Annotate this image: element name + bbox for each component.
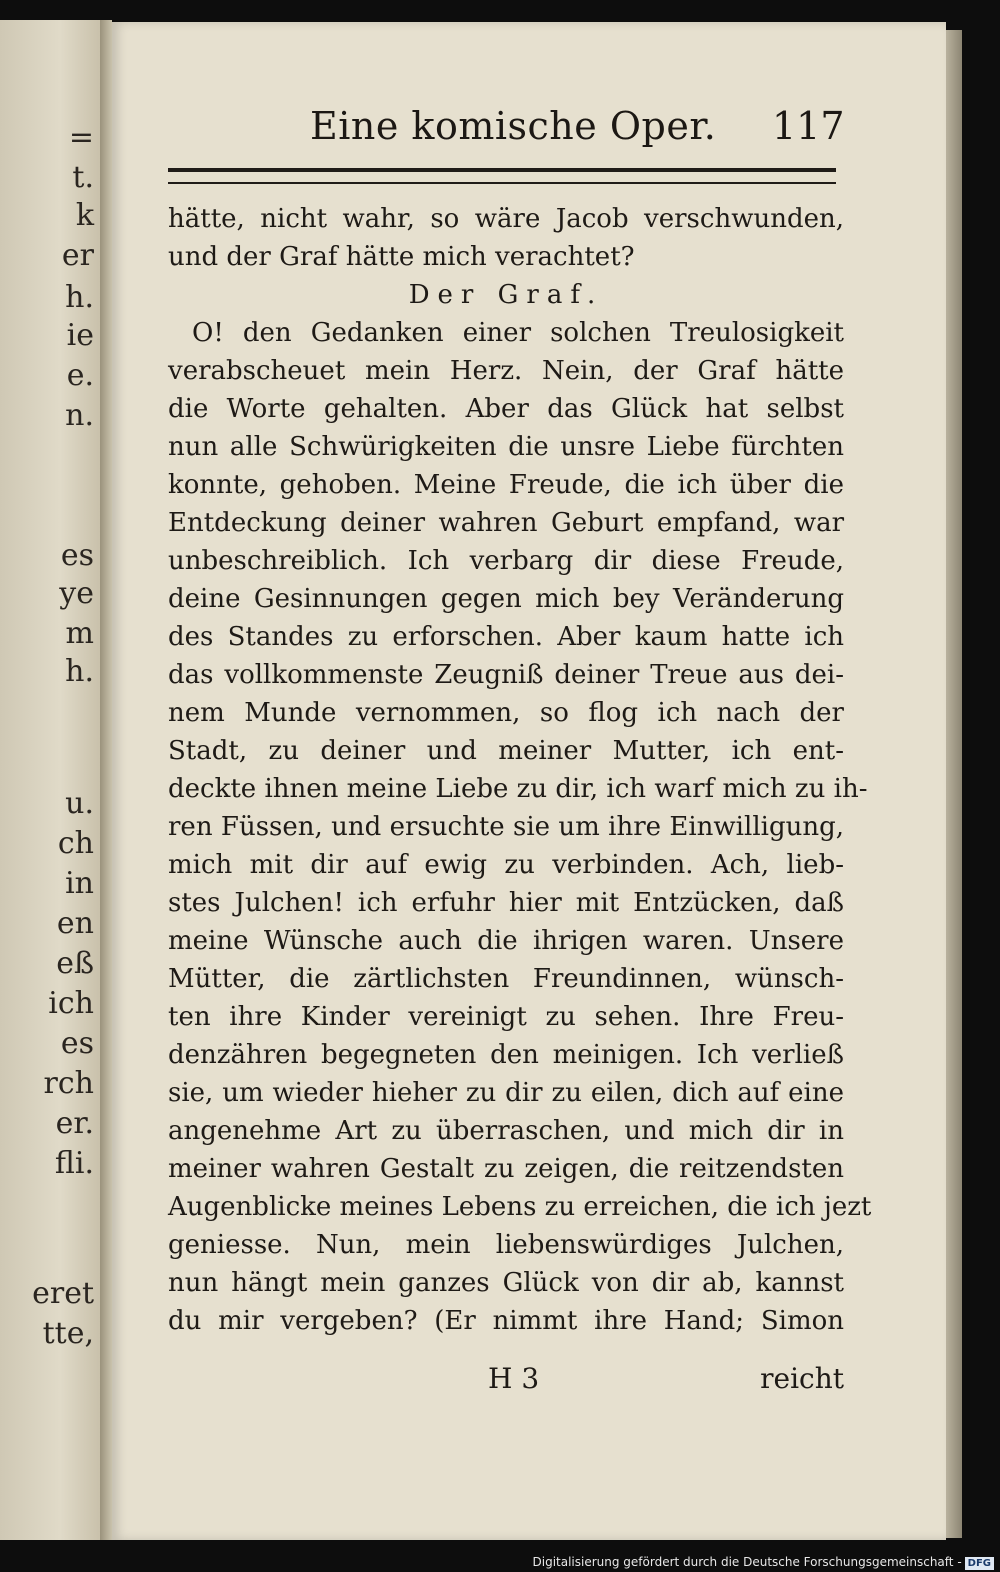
left-page-text-fragment: er. (55, 1106, 94, 1141)
header-rule (168, 168, 836, 184)
text-line: geniesse. Nun, mein liebenswürdiges Julchen, (168, 1230, 844, 1260)
left-page-text-fragment: ie (66, 318, 94, 353)
running-title: Eine komische Oper. (310, 104, 717, 148)
left-page-text-fragment: ich (48, 986, 94, 1021)
page-header (112, 104, 946, 154)
text-line: deckte ihnen meine Liebe zu dir, ich warf mich zu ih- (168, 774, 868, 804)
text-line: Augenblicke meines Lebens zu erreichen, die ich jezt (168, 1192, 872, 1222)
left-page-text-fragment: fli. (54, 1146, 94, 1181)
left-page-text-fragment: u. (65, 786, 94, 821)
left-page-text-fragment: = (68, 120, 94, 155)
catchword: reicht (760, 1362, 844, 1395)
text-line: mich mit dir auf ewig zu verbinden. Ach, lieb- (168, 850, 844, 880)
text-line: des Standes zu erforschen. Aber kaum hatte ich (168, 622, 844, 652)
page-edge (946, 30, 962, 1538)
text-line: die Worte gehalten. Aber das Glück hat selbst (168, 394, 844, 424)
text-line: O! den Gedanken einer solchen Treulosigkeit (192, 318, 844, 348)
dfg-logo: DFG (965, 1557, 994, 1570)
text-line: stes Julchen! ich erfuhr hier mit Entzücken, daß (168, 888, 844, 918)
left-page-text-fragment: in (65, 866, 94, 901)
text-line: und der Graf hätte mich verachtet? (168, 242, 635, 272)
text-line: verabscheuet mein Herz. Nein, der Graf hätte (168, 356, 844, 386)
left-page-text-fragment: m (65, 616, 94, 651)
page-number: 117 (772, 104, 845, 148)
text-line: sie, um wieder hieher zu dir zu eilen, dich auf eine (168, 1078, 844, 1108)
body-text (168, 200, 872, 1340)
left-page-text-fragment: tte, (42, 1316, 94, 1351)
credit-text: Digitalisierung gefördert durch die Deutsche Forschungsgemeinschaft - (532, 1555, 962, 1569)
left-page-text-fragment: er (61, 238, 94, 273)
left-page-text-fragment: eret (32, 1276, 94, 1311)
text-line: Mütter, die zärtlichsten Freundinnen, wünsch- (168, 964, 844, 994)
left-page-text-fragment: e. (66, 358, 94, 393)
left-page-text-fragment: rch (43, 1066, 94, 1101)
text-line: nun hängt mein ganzes Glück von dir ab, kannst (168, 1268, 844, 1298)
text-line: meiner wahren Gestalt zu zeigen, die reitzendsten (168, 1154, 844, 1184)
text-line: du mir vergeben? (Er nimmt ihre Hand; Simon (168, 1306, 844, 1336)
left-page-text-fragment: t. (72, 160, 94, 195)
text-line: nem Munde vernommen, so flog ich nach der (168, 698, 844, 728)
left-page-text-fragment: n. (65, 398, 94, 433)
left-page-text-fragment: h. (65, 280, 94, 315)
text-line: konnte, gehoben. Meine Freude, die ich über die (168, 470, 844, 500)
signature-mark: H 3 (488, 1362, 540, 1395)
page-footer (168, 1362, 844, 1402)
text-line: hätte, nicht wahr, so wäre Jacob verschwunden, (168, 204, 844, 234)
digitization-credit (533, 1555, 995, 1570)
text-line: angenehme Art zu überraschen, und mich dir in (168, 1116, 844, 1146)
text-line: unbeschreiblich. Ich verbarg dir diese Freude, (168, 546, 844, 576)
left-page-fragment (0, 20, 100, 1540)
text-line: deine Gesinnungen gegen mich bey Veränderung (168, 584, 844, 614)
left-page-text-fragment: eß (56, 946, 94, 981)
left-page-text-fragment: k (75, 198, 94, 233)
text-line: denzähren begegneten den meinigen. Ich verließ (168, 1040, 844, 1070)
book-gutter (100, 20, 112, 1540)
left-page-text-fragment: ye (59, 576, 94, 611)
left-page-text-fragment: es (60, 1026, 94, 1061)
speaker-heading: Der Graf. (408, 280, 604, 310)
left-page-text-fragment: h. (65, 654, 94, 689)
left-page-text-fragment: ch (57, 826, 94, 861)
text-line: Stadt, zu deiner und meiner Mutter, ich ent- (168, 736, 844, 766)
text-line: meine Wünsche auch die ihrigen waren. Unsere (168, 926, 844, 956)
left-page-text-fragment: es (60, 538, 94, 573)
left-page-text-fragment: en (56, 906, 94, 941)
text-line: ten ihre Kinder vereinigt zu sehen. Ihre Freu- (168, 1002, 844, 1032)
book-page (112, 22, 946, 1540)
text-line: ren Füssen, und ersuchte sie um ihre Einwilligung, (168, 812, 844, 842)
text-line: nun alle Schwürigkeiten die unsre Liebe fürchten (168, 432, 844, 462)
text-line: Entdeckung deiner wahren Geburt empfand, war (168, 508, 844, 538)
text-line: das vollkommenste Zeugniß deiner Treue aus dei- (168, 660, 844, 690)
